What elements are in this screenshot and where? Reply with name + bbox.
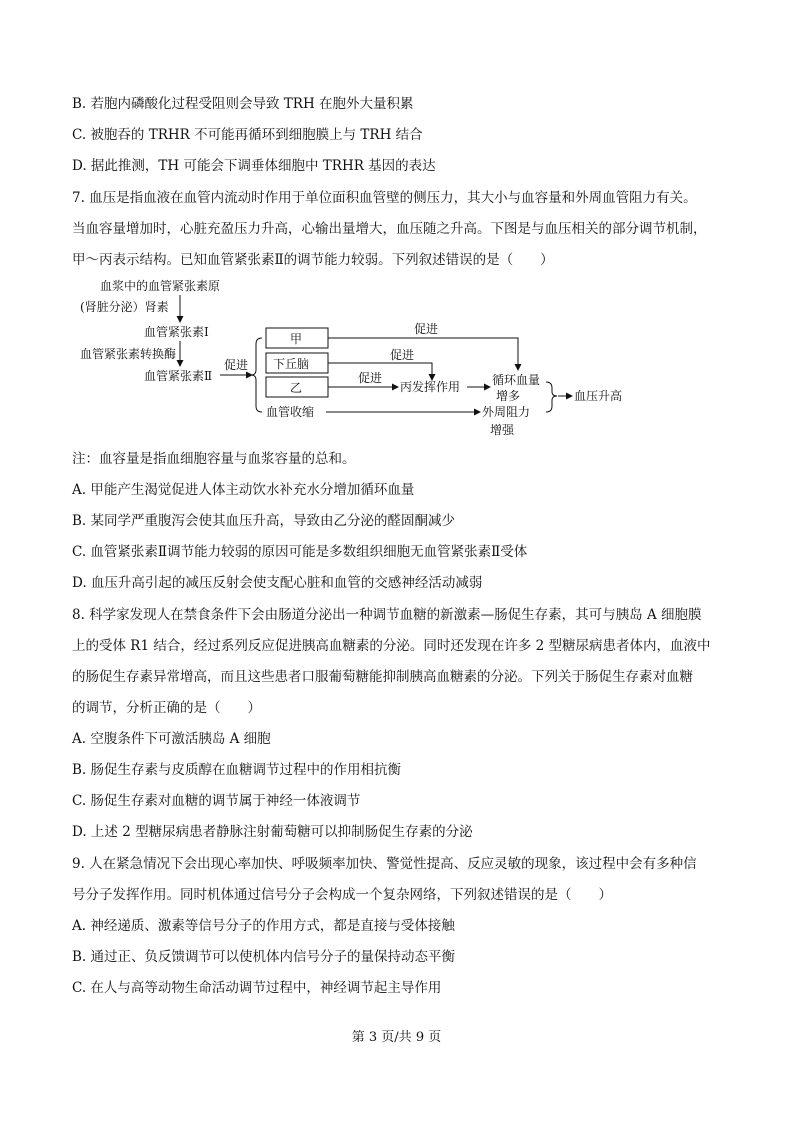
label-bing: 丙发挥作用 [400, 380, 461, 394]
label-resistance-1: 外周阻力 [482, 405, 531, 419]
q7-stem-line-3: 甲～丙表示结构。已知血管紧张素Ⅱ的调节能力较弱。下列叙述错误的是（ ） [72, 252, 554, 268]
label-renin: (肾脏分泌）肾素 [80, 300, 169, 314]
label-yi: 乙 [290, 381, 303, 395]
q7-option-b: B. 某同学严重腹泻会使其血压升高，导致由乙分泌的醛固酮减少 [72, 513, 456, 529]
q7-note: 注：血容量是指血细胞容量与血浆容量的总和。 [72, 451, 356, 467]
label-hypothalamus: 下丘脑 [273, 357, 310, 371]
brace-right [546, 382, 557, 412]
q8-stem-line-2: 上的受体 R1 结合，经过系列反应促进胰高血糖素的分泌。同时还发现在许多 2 型糖尿病患者体内，血液中 [72, 638, 711, 654]
q8-option-b: B. 肠促生存素与皮质醇在血糖调节过程中的作用相抗衡 [72, 762, 402, 778]
q8-stem-line-1: 8. 科学家发现人在禁食条件下会由肠道分泌出一种调节血糖的新激素—肠促生存素，其可与胰岛 A 细胞膜 [72, 607, 702, 623]
q9-option-b: B. 通过正、负反馈调节可以使机体内信号分子的量保持动态平衡 [72, 949, 456, 965]
label-promote-hypothalamus: 促进 [390, 348, 415, 362]
brace [251, 338, 262, 412]
label-jia: 甲 [290, 332, 303, 346]
q8-stem-line-4: 的调节，分析正确的是（ ） [72, 700, 261, 716]
label-promote-jia: 促进 [414, 322, 439, 336]
q6-option-c: C. 被胞吞的 TRHR 不可能再循环到细胞膜上与 TRH 结合 [72, 127, 423, 143]
q7-option-c: C. 血管紧张素Ⅱ调节能力较弱的原因可能是多数组织细胞无血管紧张素Ⅱ受体 [72, 544, 528, 560]
label-vasoconstriction: 血管收缩 [266, 405, 315, 419]
q7-option-a: A. 甲能产生渴觉促进人体主动饮水补充水分增加循环血量 [72, 482, 415, 498]
label-angiotensin-1: 血管紧张素Ⅰ [144, 325, 209, 339]
label-circulation-1: 循环血量 [492, 373, 541, 387]
q9-stem-line-2: 号分子发挥作用。同时机体通过信号分子会构成一个复杂网络，下列叙述错误的是（ ） [72, 887, 612, 903]
label-promote-main: 促进 [224, 358, 249, 372]
q8-stem-line-3: 的肠促生存素异常增高，而且这些患者口服葡萄糖能抑制胰高血糖素的分泌。下列关于肠促生存素对血糖 [72, 669, 693, 685]
q6-option-d: D. 据此推测，TH 可能会下调垂体细胞中 TRHR 基因的表达 [72, 158, 436, 174]
q7-stem-line-1: 7. 血压是指血液在血管内流动时作用于单位面积血管壁的侧压力，其大小与血容量和外周血管阻力有关。 [72, 190, 697, 206]
page-footer: 第 3 页/共 9 页 [351, 1030, 442, 1045]
q6-option-b: B. 若胞内磷酸化过程受阻则会导致 TRH 在胞外大量积累 [72, 96, 414, 112]
q9-option-a: A. 神经递质、激素等信号分子的作用方式，都是直接与受体接触 [72, 918, 455, 934]
label-angiotensin-2: 血管紧张素Ⅱ [144, 369, 213, 383]
label-promote-yi: 促进 [358, 371, 383, 385]
label-ace: 血管紧张素转换酶 [80, 347, 177, 361]
q8-option-a: A. 空腹条件下可激活胰岛 A 细胞 [72, 731, 271, 747]
label-resistance-2: 增强 [490, 423, 515, 437]
q7-stem-line-2: 当血容量增加时，心脏充盈压力升高，心输出量增大，血压随之升高。下图是与血压相关的部分调节机制， [72, 221, 707, 237]
q7-option-d: D. 血压升高引起的减压反射会使支配心脏和血管的交感神经活动减弱 [72, 575, 483, 591]
label-circulation-2: 增多 [496, 389, 521, 403]
blood-pressure-regulation-diagram [72, 278, 692, 448]
q8-option-c: C. 肠促生存素对血糖的调节属于神经一体液调节 [72, 793, 361, 809]
arrow-jia-to-circulation [328, 338, 518, 370]
q9-stem-line-1: 9. 人在紧急情况下会出现心率加快、呼吸频率加快、警觉性提高、反应灵敏的现象，该过程中会有多种信 [72, 856, 697, 872]
label-bp-rise: 血压升高 [574, 389, 623, 403]
label-plasma-angiotensinogen: 血浆中的血管紧张素原 [100, 279, 221, 293]
q8-option-d: D. 上述 2 型糖尿病患者静脉注射葡萄糖可以抑制肠促生存素的分泌 [72, 824, 473, 840]
q9-option-c: C. 在人与高等动物生命活动调节过程中，神经调节起主导作用 [72, 980, 442, 996]
